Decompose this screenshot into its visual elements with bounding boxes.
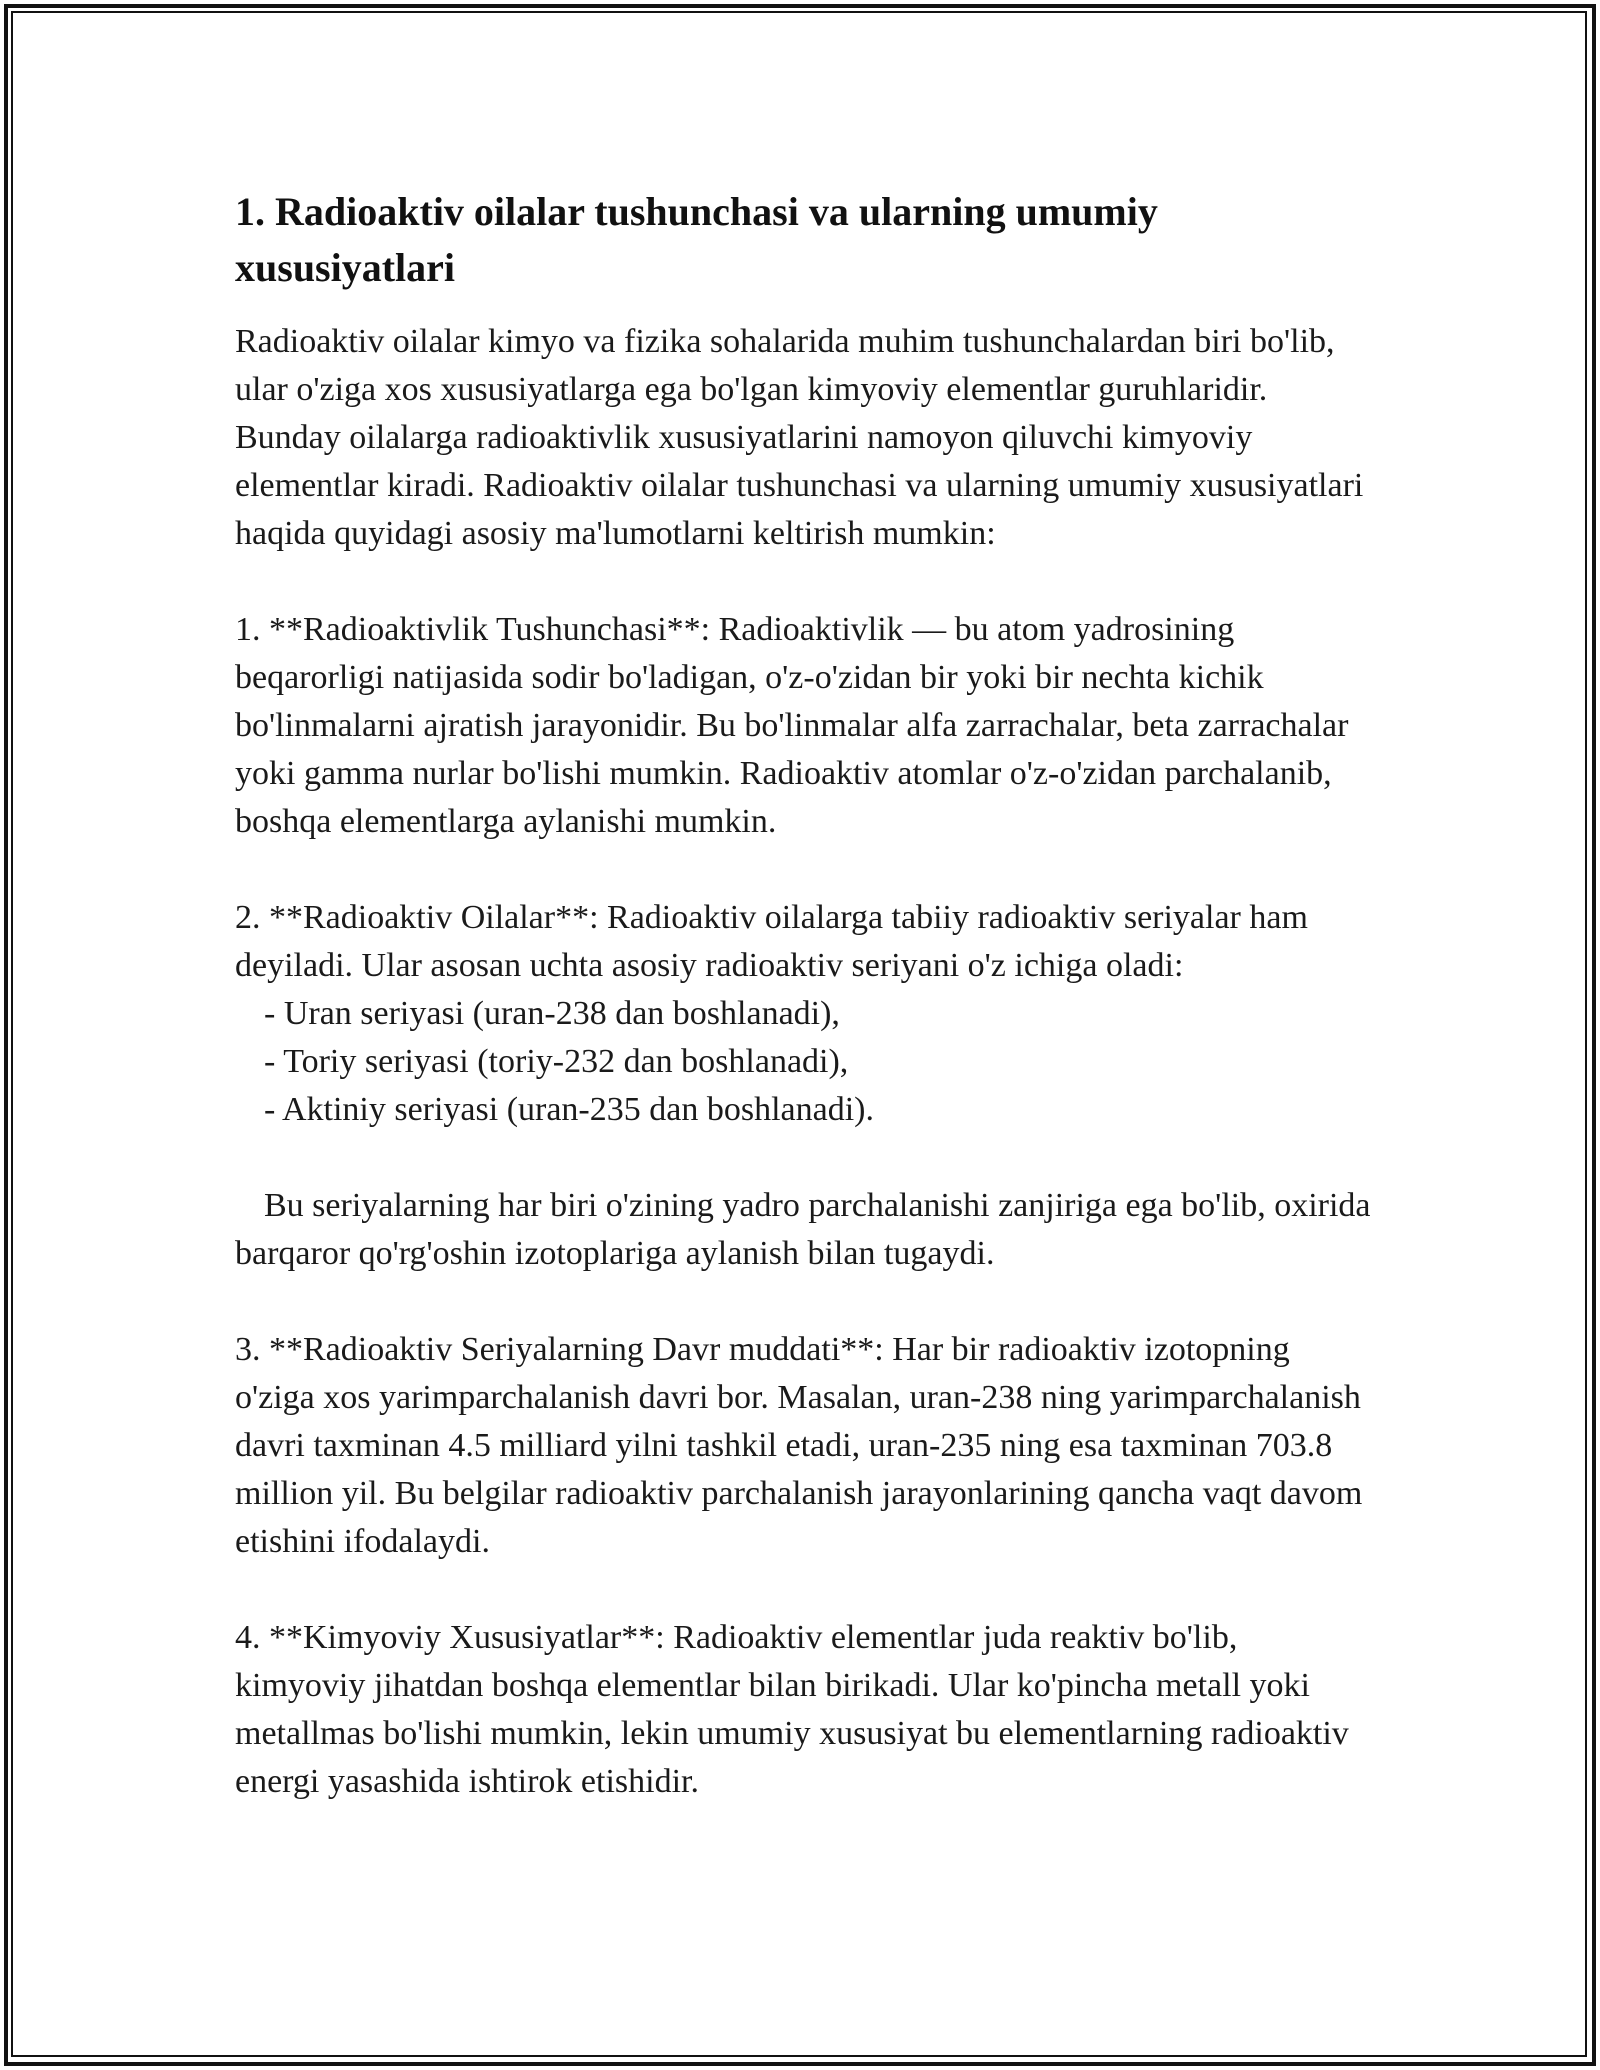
paragraph-spacer	[235, 1134, 1375, 1182]
paragraph-spacer	[235, 846, 1375, 894]
series-item-toriy: - Toriy seriyasi (toriy-232 dan boshlanadi),	[264, 1043, 849, 1080]
intro-paragraph: Radioaktiv oilalar kimyo va fizika sohalarida muhim tushunchalardan biri bo'lib, ular o'ziga xos xususiyatlarga ega bo'lgan kimyoviy elementlar guruhlaridir. Bunday oilalarga radioaktivlik xususiyatlarini namoyon qiluvchi kimyoviy elementlar kiradi. Radioaktiv oilalar tushunchasi va ularning umumiy xususiyatlari haqida quyidagi asosiy ma'lumotlarni keltirish mumkin:	[235, 323, 1364, 552]
paragraph-spacer	[235, 1278, 1375, 1326]
series-note-paragraph: Bu seriyalarning har biri o'zining yadro parchalanishi zanjiriga ega bo'lib, oxirida barqaror qo'rg'oshin izotoplariga aylanish bilan tugaydi.	[235, 1187, 1371, 1272]
paragraph-spacer	[235, 1566, 1375, 1614]
section-heading: 1. Radioaktiv oilalar tushunchasi va ularning umumiy xususiyatlari	[235, 189, 1158, 290]
point-1-paragraph: 1. **Radioaktivlik Tushunchasi**: Radioaktivlik — bu atom yadrosining beqarorligi natijasida sodir bo'ladigan, o'z-o'zidan bir yoki bir nechta kichik bo'linmalarni ajratish jarayonidir. Bu bo'linmalar alfa zarrachalar, beta zarrachalar yoki gamma nurlar bo'lishi mumkin. Radioaktiv atomlar o'z-o'zidan parchalanib, boshqa elementlarga aylanishi mumkin.	[235, 611, 1349, 840]
series-item-aktiniy: - Aktiniy seriyasi (uran-235 dan boshlanadi).	[264, 1091, 874, 1128]
series-item-uran: - Uran seriyasi (uran-238 dan boshlanadi),	[264, 995, 840, 1032]
point-4-paragraph: 4. **Kimyoviy Xususiyatlar**: Radioaktiv elementlar juda reaktiv bo'lib, kimyoviy jihatdan boshqa elementlar bilan birikadi. Ular ko'pincha metall yoki metallmas bo'lishi mumkin, lekin umumiy xususiyat bu elementlarning radioaktiv energi yasashida ishtirok etishidir.	[235, 1619, 1349, 1800]
document-body	[235, 184, 1375, 1806]
paragraph-spacer	[235, 558, 1375, 606]
point-3-paragraph: 3. **Radioaktiv Seriyalarning Davr muddati**: Har bir radioaktiv izotopning o'ziga xos yarimparchalanish davri bor. Masalan, uran-238 ning yarimparchalanish davri taxminan 4.5 milliard yilni tashkil etadi, uran-235 ning esa taxminan 703.8 million yil. Bu belgilar radioaktiv parchalanish jarayonlarining qancha vaqt davom etishini ifodalaydi.	[235, 1331, 1363, 1560]
point-2-paragraph: 2. **Radioaktiv Oilalar**: Radioaktiv oilalarga tabiiy radioaktiv seriyalar ham deyiladi. Ular asosan uchta asosiy radioaktiv seriyani o'z ichiga oladi:	[235, 899, 1308, 984]
